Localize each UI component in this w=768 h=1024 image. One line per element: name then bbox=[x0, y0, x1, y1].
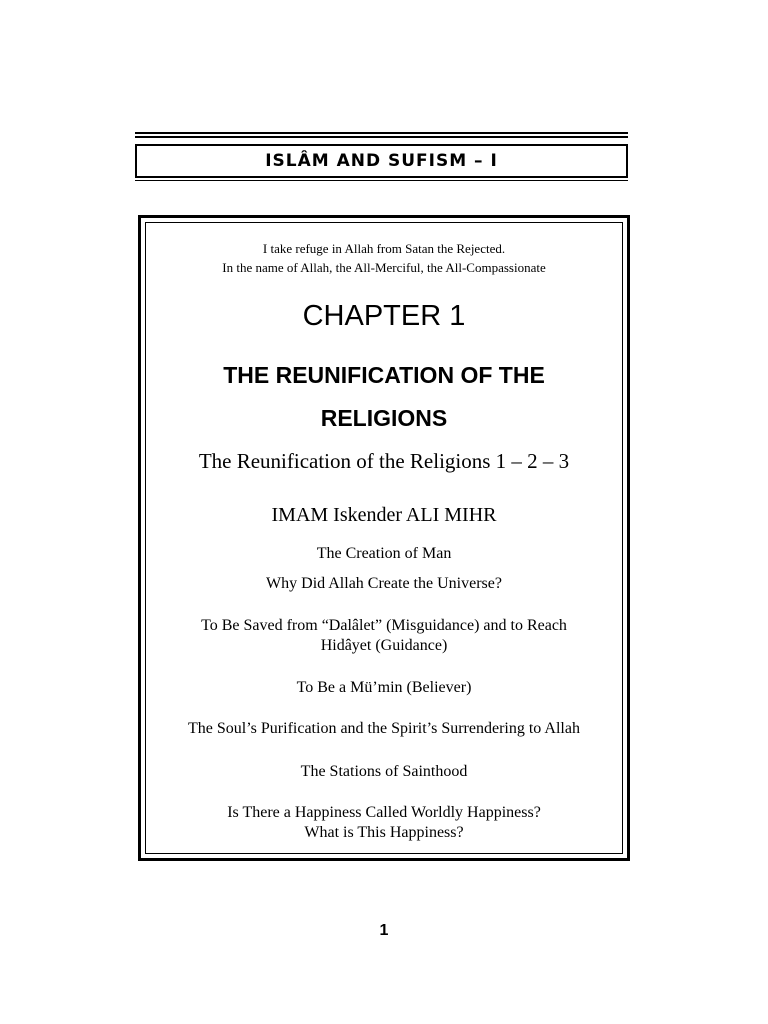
opening-invocation bbox=[141, 239, 627, 277]
chapter-heading: CHAPTER 1 bbox=[302, 300, 466, 332]
invocation-line-1: I take refuge in Allah from Satan the Rejected. bbox=[262, 241, 506, 256]
invocation-line-2: In the name of Allah, the All-Merciful, the All-Compassionate bbox=[222, 260, 546, 275]
author-name: IMAM Iskender ALI MIHR bbox=[271, 504, 497, 526]
chapter-content bbox=[141, 218, 627, 858]
contents-item-line: Hidâyet (Guidance) bbox=[320, 637, 448, 654]
rule-line bbox=[135, 136, 628, 138]
contents-item-line: To Be Saved from “Dalâlet” (Misguidance) and to Reach bbox=[201, 617, 567, 634]
rule-line bbox=[135, 132, 628, 134]
contents-item bbox=[141, 803, 627, 843]
header-box bbox=[135, 144, 628, 178]
contents-item-line: Why Did Allah Create the Universe? bbox=[266, 575, 502, 592]
contents-item-line: What is This Happiness? bbox=[304, 824, 464, 841]
page-number: 1 bbox=[379, 922, 389, 939]
contents-item-line: The Stations of Sainthood bbox=[300, 763, 468, 780]
contents-item bbox=[141, 544, 627, 564]
contents-item-line: To Be a Mü’min (Believer) bbox=[296, 679, 472, 696]
chapter-subtitle: The Reunification of the Religions 1 – 2 – 3 bbox=[198, 449, 570, 473]
chapter-title-line-1: THE REUNIFICATION OF THE bbox=[223, 362, 545, 388]
contents-item-line: The Soul’s Purification and the Spirit’s Surrendering to Allah bbox=[188, 720, 580, 737]
chapter-title bbox=[141, 354, 627, 440]
chapter-frame bbox=[138, 215, 630, 861]
book-title: ISLÂM AND SUFISM – I bbox=[265, 151, 498, 171]
contents-item bbox=[141, 574, 627, 594]
header-top-rules bbox=[135, 132, 628, 140]
header-bottom-rules bbox=[135, 180, 628, 184]
contents-item bbox=[141, 762, 627, 782]
contents-item-line: Is There a Happiness Called Worldly Happiness? bbox=[227, 804, 541, 821]
contents-item-line: The Creation of Man bbox=[316, 545, 452, 562]
rule-line bbox=[135, 180, 628, 181]
chapter-title-line-2: RELIGIONS bbox=[320, 405, 448, 431]
contents-item bbox=[141, 616, 627, 656]
contents-item bbox=[141, 719, 627, 739]
contents-item bbox=[141, 678, 627, 698]
